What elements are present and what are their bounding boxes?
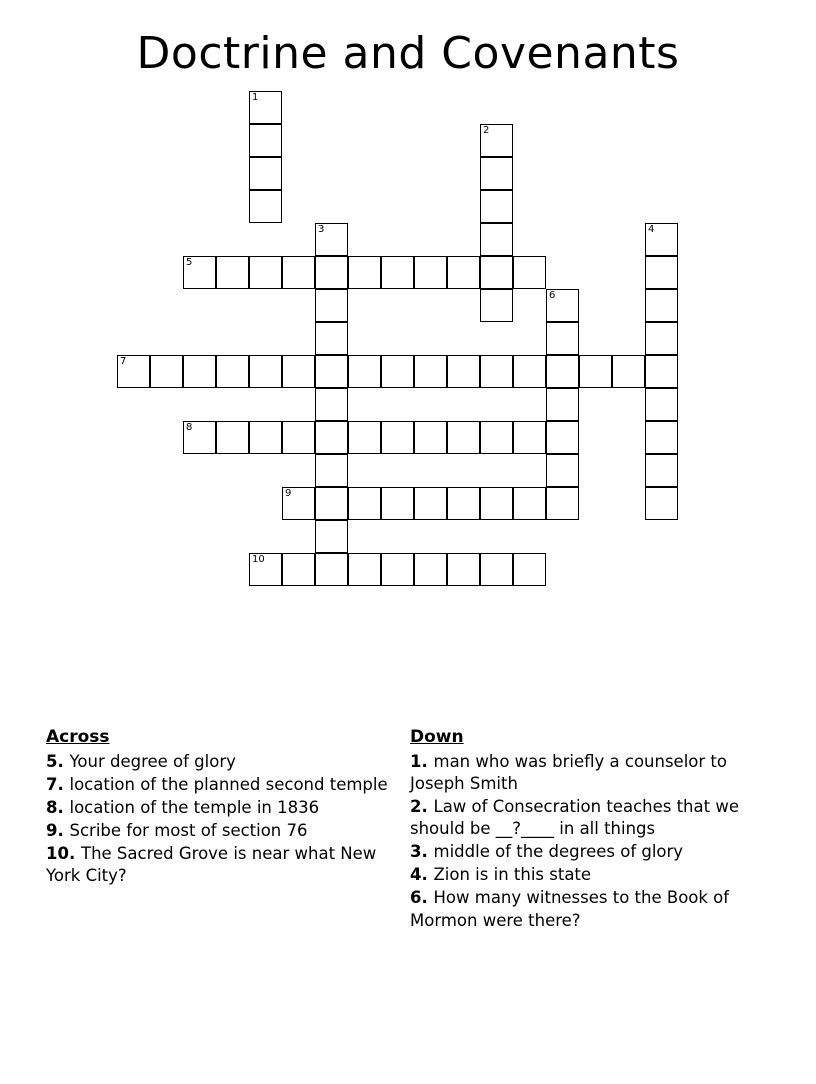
crossword-cell[interactable] — [381, 256, 414, 289]
clues-section — [0, 726, 816, 1026]
across-clues-column — [46, 726, 396, 888]
clue-item[interactable] — [46, 797, 396, 819]
crossword-cell[interactable] — [414, 421, 447, 454]
crossword-cell[interactable] — [381, 487, 414, 520]
cell-number: 4 — [648, 224, 655, 235]
crossword-cell[interactable] — [183, 256, 216, 289]
cell-number: 10 — [252, 554, 265, 565]
crossword-cell[interactable] — [249, 91, 282, 124]
crossword-cell[interactable] — [480, 487, 513, 520]
crossword-grid — [0, 91, 816, 691]
crossword-cell[interactable] — [348, 553, 381, 586]
crossword-cell[interactable] — [150, 355, 183, 388]
crossword-cell[interactable] — [447, 421, 480, 454]
cell-number: 2 — [483, 125, 490, 136]
crossword-cell[interactable] — [315, 388, 348, 421]
crossword-cell[interactable] — [249, 421, 282, 454]
cell-number: 7 — [120, 356, 127, 367]
crossword-cell[interactable] — [315, 322, 348, 355]
crossword-cell[interactable] — [414, 355, 447, 388]
clue-text: middle of the degrees of glory — [433, 842, 684, 862]
crossword-cell[interactable] — [282, 256, 315, 289]
clue-text: How many witnesses to the Book of Mormon were there? — [410, 888, 730, 930]
crossword-cell[interactable] — [348, 355, 381, 388]
clue-number: 5. — [46, 751, 70, 771]
crossword-cell[interactable] — [480, 355, 513, 388]
crossword-cell[interactable] — [480, 223, 513, 256]
crossword-cell[interactable] — [282, 421, 315, 454]
crossword-cell[interactable] — [315, 355, 348, 388]
crossword-cell[interactable] — [645, 487, 678, 520]
clue-text: location of the planned second temple — [69, 774, 388, 794]
clue-number: 3. — [410, 842, 434, 862]
crossword-cell[interactable] — [546, 454, 579, 487]
crossword-cell[interactable] — [480, 190, 513, 223]
crossword-cell[interactable] — [513, 487, 546, 520]
clue-item[interactable] — [410, 751, 770, 795]
crossword-cell[interactable] — [645, 322, 678, 355]
crossword-cell[interactable] — [282, 553, 315, 586]
crossword-cell[interactable] — [381, 421, 414, 454]
crossword-cell[interactable] — [315, 553, 348, 586]
clue-text: location of the temple in 1836 — [69, 797, 320, 817]
crossword-cell[interactable] — [513, 355, 546, 388]
crossword-cell[interactable] — [315, 487, 348, 520]
crossword-cell[interactable] — [414, 256, 447, 289]
crossword-cell[interactable] — [645, 454, 678, 487]
crossword-cell[interactable] — [216, 355, 249, 388]
clue-number: 7. — [46, 774, 70, 794]
crossword-cell[interactable] — [282, 355, 315, 388]
crossword-cell[interactable] — [546, 322, 579, 355]
crossword-cell[interactable] — [315, 454, 348, 487]
clue-text: Scribe for most of section 76 — [69, 821, 308, 841]
crossword-cell[interactable] — [414, 487, 447, 520]
down-clues-column — [410, 726, 770, 933]
crossword-cell[interactable] — [381, 355, 414, 388]
crossword-cell[interactable] — [117, 355, 150, 388]
crossword-cell[interactable] — [612, 355, 645, 388]
crossword-cell[interactable] — [480, 421, 513, 454]
crossword-cell[interactable] — [315, 520, 348, 553]
crossword-cell[interactable] — [249, 190, 282, 223]
crossword-cell[interactable] — [546, 421, 579, 454]
crossword-cell[interactable] — [447, 355, 480, 388]
crossword-cell[interactable] — [645, 223, 678, 256]
crossword-cell[interactable] — [645, 355, 678, 388]
crossword-cell[interactable] — [513, 421, 546, 454]
crossword-cell[interactable] — [546, 355, 579, 388]
crossword-cell[interactable] — [447, 553, 480, 586]
crossword-cell[interactable] — [315, 223, 348, 256]
crossword-cell[interactable] — [381, 553, 414, 586]
clue-number: 8. — [46, 797, 70, 817]
clue-text: man who was briefly a counselor to Joseph Smith — [410, 751, 727, 793]
crossword-cell[interactable] — [216, 421, 249, 454]
crossword-cell[interactable] — [546, 487, 579, 520]
crossword-cell[interactable] — [513, 256, 546, 289]
across-clue-list — [46, 751, 396, 888]
clue-item[interactable] — [46, 751, 396, 773]
crossword-cell[interactable] — [183, 421, 216, 454]
crossword-cell[interactable] — [183, 355, 216, 388]
clue-item[interactable] — [410, 796, 770, 840]
crossword-cell[interactable] — [348, 487, 381, 520]
crossword-cell[interactable] — [315, 256, 348, 289]
clue-number: 2. — [410, 796, 434, 816]
clue-text: Zion is in this state — [433, 865, 592, 885]
cell-number: 9 — [285, 488, 292, 499]
crossword-cell[interactable] — [546, 289, 579, 322]
crossword-cell[interactable] — [249, 553, 282, 586]
crossword-cell[interactable] — [645, 289, 678, 322]
crossword-cell[interactable] — [546, 388, 579, 421]
crossword-cell[interactable] — [315, 289, 348, 322]
crossword-cell[interactable] — [348, 421, 381, 454]
crossword-cell[interactable] — [447, 487, 480, 520]
clue-item[interactable] — [410, 887, 770, 931]
crossword-cell[interactable] — [249, 256, 282, 289]
cell-number: 6 — [549, 290, 556, 301]
crossword-cell[interactable] — [249, 355, 282, 388]
clue-item[interactable] — [46, 820, 396, 842]
crossword-cell[interactable] — [414, 553, 447, 586]
crossword-cell[interactable] — [480, 289, 513, 322]
crossword-cell[interactable] — [645, 256, 678, 289]
crossword-cell[interactable] — [480, 553, 513, 586]
crossword-cell[interactable] — [447, 256, 480, 289]
across-heading: Across — [46, 727, 110, 747]
crossword-cell[interactable] — [348, 256, 381, 289]
clue-item[interactable] — [410, 864, 770, 886]
crossword-cell[interactable] — [315, 421, 348, 454]
crossword-cell[interactable] — [579, 355, 612, 388]
cell-number: 8 — [186, 422, 193, 433]
clue-item[interactable] — [46, 843, 396, 887]
clue-item[interactable] — [46, 774, 396, 796]
cell-number: 5 — [186, 257, 193, 268]
crossword-cell[interactable] — [216, 256, 249, 289]
crossword-cell[interactable] — [282, 487, 315, 520]
crossword-cell[interactable] — [645, 388, 678, 421]
clue-text: The Sacred Grove is near what New York City? — [46, 844, 377, 886]
crossword-cell[interactable] — [249, 157, 282, 190]
cell-number: 1 — [252, 92, 259, 103]
crossword-cell[interactable] — [513, 553, 546, 586]
crossword-cell[interactable] — [249, 124, 282, 157]
clue-item[interactable] — [410, 841, 770, 863]
down-clue-list — [410, 751, 770, 932]
crossword-cell[interactable] — [480, 124, 513, 157]
clue-number: 9. — [46, 821, 70, 841]
clue-number: 1. — [410, 751, 434, 771]
cell-number: 3 — [318, 224, 325, 235]
page-title: Doctrine and Covenants — [136, 28, 680, 79]
clue-number: 4. — [410, 865, 434, 885]
clue-text: Law of Consecration teaches that we should be __?____ in all things — [410, 796, 739, 839]
crossword-cell[interactable] — [480, 157, 513, 190]
clue-text: Your degree of glory — [69, 751, 236, 771]
down-heading: Down — [410, 727, 464, 747]
clue-number: 6. — [410, 888, 434, 908]
crossword-cell[interactable] — [645, 421, 678, 454]
crossword-cell[interactable] — [480, 256, 513, 289]
clue-number: 10. — [46, 844, 81, 864]
